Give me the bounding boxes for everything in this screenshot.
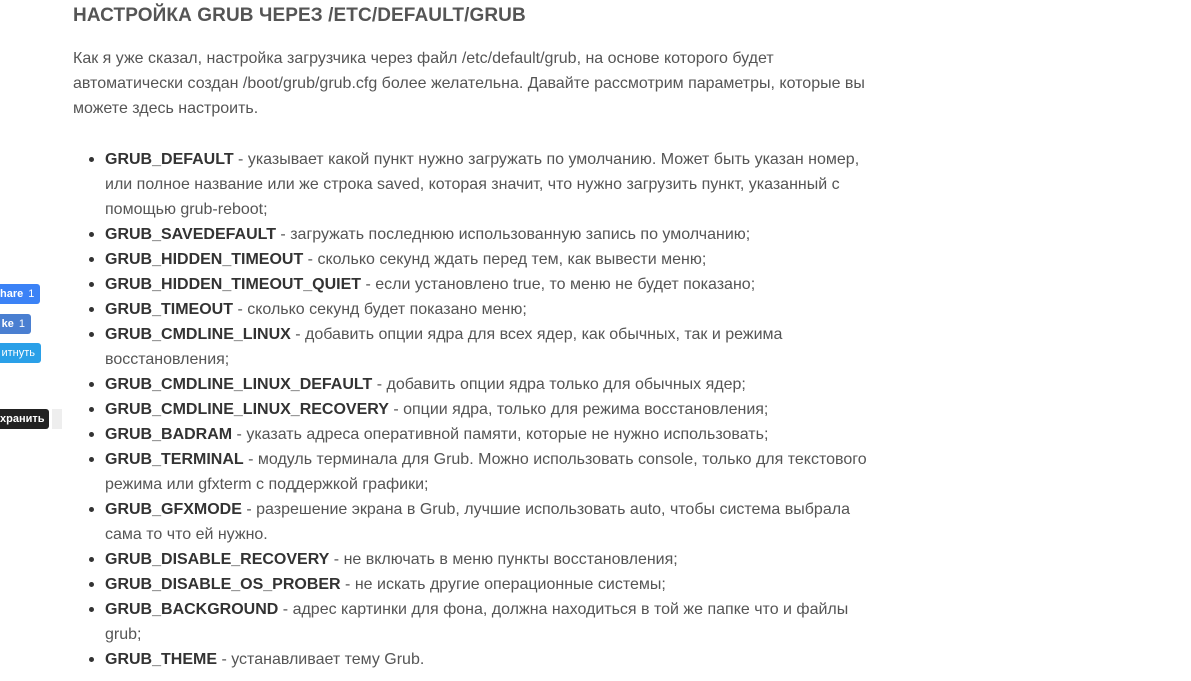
parameter-name: GRUB_HIDDEN_TIMEOUT [105,251,304,268]
parameter-name: GRUB_TIMEOUT [105,301,233,318]
vk-share-button[interactable] [0,314,31,334]
facebook-share-button[interactable] [0,284,40,304]
parameter-name: GRUB_BACKGROUND [105,601,279,618]
list-item [73,422,873,447]
list-item [73,647,873,672]
list-item [73,147,873,222]
parameter-description: - не искать другие операционные системы; [340,576,666,593]
parameter-description: - добавить опции ядра только для обычных ядер; [372,376,746,393]
twitter-share-button[interactable] [0,343,41,363]
facebook-share-count: 1 [28,288,35,300]
bullet-icon [89,657,94,662]
parameter-description: - не включать в меню пункты восстановления; [329,551,678,568]
bullet-icon [89,607,94,612]
parameter-description: - добавить опции ядра для всех ядер, как обычных, так и режима восстановления; [105,326,783,368]
bullet-icon [89,582,94,587]
bullet-icon [89,282,94,287]
section-heading: НАСТРОЙКА GRUB ЧЕРЕЗ /ETC/DEFAULT/GRUB [73,5,526,26]
parameter-description: - разрешение экрана в Grub, лучшие использовать auto, чтобы система выбрала сама то что ей нужно. [105,501,850,543]
list-item [73,222,873,247]
list-item [73,597,873,647]
list-item [73,572,873,597]
list-item [73,497,873,547]
bullet-icon [89,382,94,387]
parameter-name: GRUB_DEFAULT [105,151,234,168]
parameter-name: GRUB_GFXMODE [105,501,242,518]
list-item [73,247,873,272]
vk-share-label: ke [1,318,14,330]
parameter-name: GRUB_TERMINAL [105,451,244,468]
parameter-name: GRUB_DISABLE_RECOVERY [105,551,330,568]
save-button[interactable] [0,409,49,429]
parameter-description: - опции ядра, только для режима восстановления; [388,401,769,418]
bullet-icon [89,232,94,237]
bullet-icon [89,507,94,512]
save-button-label: хранить [0,413,45,425]
vk-share-count: 1 [18,318,25,330]
article [73,0,873,672]
parameter-name: GRUB_SAVEDEFAULT [105,226,276,243]
parameter-description: - сколько секунд будет показано меню; [233,301,527,318]
parameter-description: - сколько секунд ждать перед тем, как вывести меню; [303,251,707,268]
parameter-name: GRUB_THEME [105,651,218,668]
parameter-description: - загружать последнюю использованную запись по умолчанию; [275,226,751,243]
bullet-icon [89,557,94,562]
parameter-list [73,147,873,672]
list-item [73,297,873,322]
parameter-description: - адрес картинки для фона, должна находиться в той же папке что и файлы grub; [105,601,849,643]
bullet-icon [89,257,94,262]
parameter-description: - если установлено true, то меню не будет показано; [361,276,756,293]
list-item [73,322,873,372]
list-item [73,547,873,572]
twitter-share-label: итнуть [1,347,35,359]
parameter-name: GRUB_CMDLINE_LINUX_DEFAULT [105,376,373,393]
parameter-name: GRUB_CMDLINE_LINUX_RECOVERY [105,401,389,418]
bullet-icon [89,407,94,412]
facebook-share-label: hare [0,288,24,300]
bullet-icon [89,432,94,437]
list-item [73,447,873,497]
parameter-description: - устанавливает тему Grub. [217,651,425,668]
bullet-icon [89,157,94,162]
parameter-name: GRUB_BADRAM [105,426,233,443]
bullet-icon [89,307,94,312]
parameter-description: - указывает какой пункт нужно загружать по умолчанию. Может быть указан номер, или полное название или же строка saved, которая значит, что нужно загрузить пункт, указанный с помощью grub-reboot; [105,151,860,218]
parameter-name: GRUB_DISABLE_OS_PROBER [105,576,341,593]
list-item [73,397,873,422]
list-item [73,272,873,297]
save-button-shadow [52,409,62,429]
list-item [73,372,873,397]
parameter-name: GRUB_HIDDEN_TIMEOUT_QUIET [105,276,362,293]
bullet-icon [89,332,94,337]
parameter-name: GRUB_CMDLINE_LINUX [105,326,291,343]
parameter-description: - модуль терминала для Grub. Можно использовать console, только для текстового режима или gfxterm с поддержкой графики; [105,451,867,493]
parameter-description: - указать адреса оперативной памяти, которые не нужно использовать; [232,426,769,443]
intro-paragraph: Как я уже сказал, настройка загрузчика через файл /etc/default/grub, на основе которого будет автоматически создан /boot/grub/grub.cfg более желательна. Давайте рассмотрим параметры, которые вы можете здесь настроить. [73,50,865,117]
bullet-icon [89,457,94,462]
